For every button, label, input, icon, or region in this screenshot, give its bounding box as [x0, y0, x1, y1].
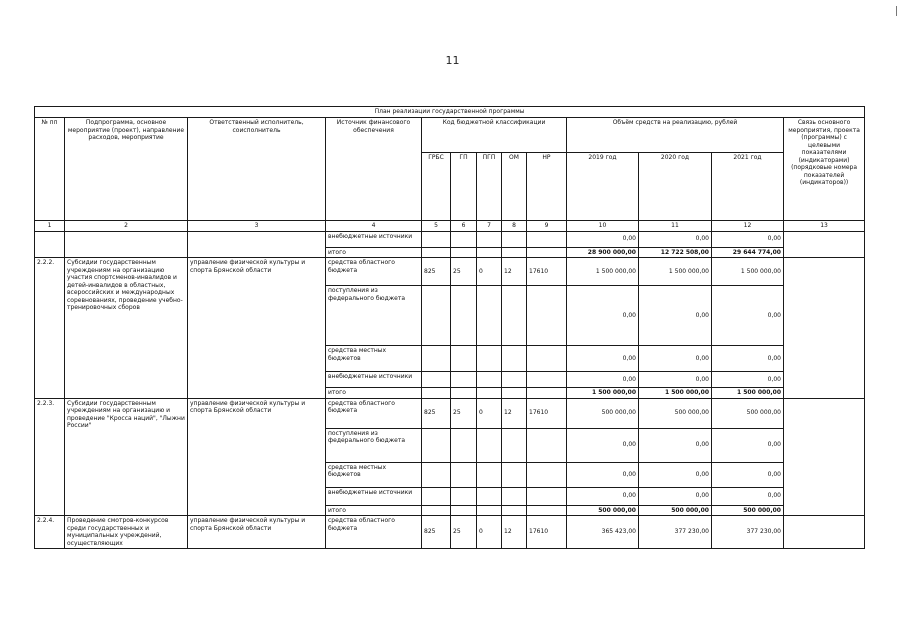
amount-2019: 0,00 — [567, 346, 639, 372]
page-number: 11 — [445, 54, 460, 67]
amount-2021: 500 000,00 — [712, 398, 784, 428]
amount-2019: 0,00 — [567, 462, 639, 487]
col-number: 4 — [326, 221, 422, 232]
col-number: 6 — [451, 221, 477, 232]
col-number: 9 — [527, 221, 567, 232]
source-label: итого — [326, 247, 422, 258]
source-label: средства местных бюджетов — [326, 462, 422, 487]
item-executor: управление физической культуры и спорта Брянской области — [188, 398, 326, 516]
item-number: 2.2.3. — [35, 398, 65, 516]
total-2019: 500 000,00 — [567, 505, 639, 516]
source-label: внебюджетные источники — [326, 487, 422, 505]
col-number: 10 — [567, 221, 639, 232]
header-budget-code: Код бюджетной классификации — [422, 118, 567, 153]
amount-2019: 365 423,00 — [567, 516, 639, 549]
header-subprogram: Подпрограмма, основное мероприятие (проект), направление расходов, мероприятие — [65, 118, 188, 221]
amount-2021: 0,00 — [712, 372, 784, 388]
header-2021: 2021 год — [712, 153, 784, 221]
code-grbs: 825 — [422, 516, 451, 549]
source-label: средства областного бюджета — [326, 516, 422, 549]
amount-2020: 0,00 — [639, 286, 712, 346]
header-executor: Ответственный исполнитель, соисполнитель — [188, 118, 326, 221]
amount-2020: 0,00 — [639, 487, 712, 505]
header-2019: 2019 год — [567, 153, 639, 221]
item-name: Субсидии государственным учреждениям на организацию участия спортсменов-инвалидов и детей-инвалидов в областных, всероссийских и международных соревнованиях, проведение учебно-тренировочных сборов — [65, 258, 188, 399]
column-number-row — [35, 221, 865, 232]
code-om: 12 — [502, 258, 527, 286]
source-label: внебюджетные источники — [326, 372, 422, 388]
amount-2019: 0,00 — [567, 487, 639, 505]
header-grbs: ГРБС — [422, 153, 451, 221]
source-label: итого — [326, 388, 422, 399]
implementation-plan-table — [34, 106, 865, 549]
code-grbs: 825 — [422, 398, 451, 428]
item-executor: управление физической культуры и спорта Брянской области — [188, 516, 326, 549]
amount-2019: 500 000,00 — [567, 398, 639, 428]
amount-2021: 0,00 — [712, 346, 784, 372]
header-link: Связь основного мероприятия, проекта (программы) с целевыми показателями (индикаторами) (порядковые номера показателей (индикаторов)) — [784, 118, 865, 221]
code-np: 17610 — [527, 516, 567, 549]
code-gp: 25 — [451, 516, 477, 549]
col-number: 5 — [422, 221, 451, 232]
code-gp: 25 — [451, 258, 477, 286]
total-2020: 1 500 000,00 — [639, 388, 712, 399]
amount-2020: 500 000,00 — [639, 398, 712, 428]
header-row — [35, 118, 865, 153]
source-label: итого — [326, 505, 422, 516]
amount-2020: 0,00 — [639, 231, 712, 247]
table-row — [35, 231, 865, 247]
amount-2019: 0,00 — [567, 428, 639, 462]
source-label: средства областного бюджета — [326, 258, 422, 286]
amount-2021: 377 230,00 — [712, 516, 784, 549]
header-num: № пп — [35, 118, 65, 221]
header-om: ОМ — [502, 153, 527, 221]
code-pgp: 0 — [477, 516, 502, 549]
amount-2021: 0,00 — [712, 428, 784, 462]
source-label: средства местных бюджетов — [326, 346, 422, 372]
amount-2020: 0,00 — [639, 372, 712, 388]
amount-2019: 0,00 — [567, 372, 639, 388]
source-label: поступления из федерального бюджета — [326, 286, 422, 346]
amount-2021: 1 500 000,00 — [712, 258, 784, 286]
header-pgp: ПГП — [477, 153, 502, 221]
col-number: 7 — [477, 221, 502, 232]
code-gp: 25 — [451, 398, 477, 428]
code-om: 12 — [502, 398, 527, 428]
code-grbs: 825 — [422, 258, 451, 286]
code-np: 17610 — [527, 398, 567, 428]
col-number: 2 — [65, 221, 188, 232]
item-executor: управление физической культуры и спорта Брянской области — [188, 258, 326, 399]
total-2020: 500 000,00 — [639, 505, 712, 516]
amount-2020: 0,00 — [639, 462, 712, 487]
amount-2020: 1 500 000,00 — [639, 258, 712, 286]
amount-2021: 0,00 — [712, 487, 784, 505]
item-number: 2.2.2. — [35, 258, 65, 399]
total-2020: 12 722 508,00 — [639, 247, 712, 258]
source-label: средства областного бюджета — [326, 398, 422, 428]
source-label: поступления из федерального бюджета — [326, 428, 422, 462]
header-np: НР — [527, 153, 567, 221]
table-row — [35, 398, 865, 428]
code-pgp: 0 — [477, 258, 502, 286]
table-title: План реализации государственной программы — [35, 107, 865, 118]
item-name: Субсидии государственным учреждениям на организацию и проведение "Кросса наций", "Лыжни России" — [65, 398, 188, 516]
col-number: 3 — [188, 221, 326, 232]
item-number: 2.2.4. — [35, 516, 65, 549]
header-gp: ГП — [451, 153, 477, 221]
col-number: 13 — [784, 221, 865, 232]
table-title-row — [35, 107, 865, 118]
amount-2021: 0,00 — [712, 231, 784, 247]
amount-2020: 0,00 — [639, 428, 712, 462]
edge-mark — [896, 6, 897, 16]
amount-2019: 0,00 — [567, 286, 639, 346]
total-2019: 1 500 000,00 — [567, 388, 639, 399]
total-2021: 500 000,00 — [712, 505, 784, 516]
total-2019: 28 900 000,00 — [567, 247, 639, 258]
total-2021: 1 500 000,00 — [712, 388, 784, 399]
table-row — [35, 258, 865, 286]
code-pgp: 0 — [477, 398, 502, 428]
amount-2020: 0,00 — [639, 346, 712, 372]
col-number: 8 — [502, 221, 527, 232]
col-number: 12 — [712, 221, 784, 232]
col-number: 1 — [35, 221, 65, 232]
amount-2019: 1 500 000,00 — [567, 258, 639, 286]
amount-2019: 0,00 — [567, 231, 639, 247]
code-np: 17610 — [527, 258, 567, 286]
amount-2020: 377 230,00 — [639, 516, 712, 549]
header-source: Источник финансового обеспечения — [326, 118, 422, 221]
code-om: 12 — [502, 516, 527, 549]
col-number: 11 — [639, 221, 712, 232]
source-label: внебюджетные источники — [326, 231, 422, 247]
amount-2021: 0,00 — [712, 462, 784, 487]
header-volume: Объём средств на реализацию, рублей — [567, 118, 784, 153]
table-row — [35, 516, 865, 549]
item-name: Проведение смотров-конкурсов среди государственных и муниципальных учреждений, осуществляющих — [65, 516, 188, 549]
total-2021: 29 644 774,00 — [712, 247, 784, 258]
amount-2021: 0,00 — [712, 286, 784, 346]
header-2020: 2020 год — [639, 153, 712, 221]
